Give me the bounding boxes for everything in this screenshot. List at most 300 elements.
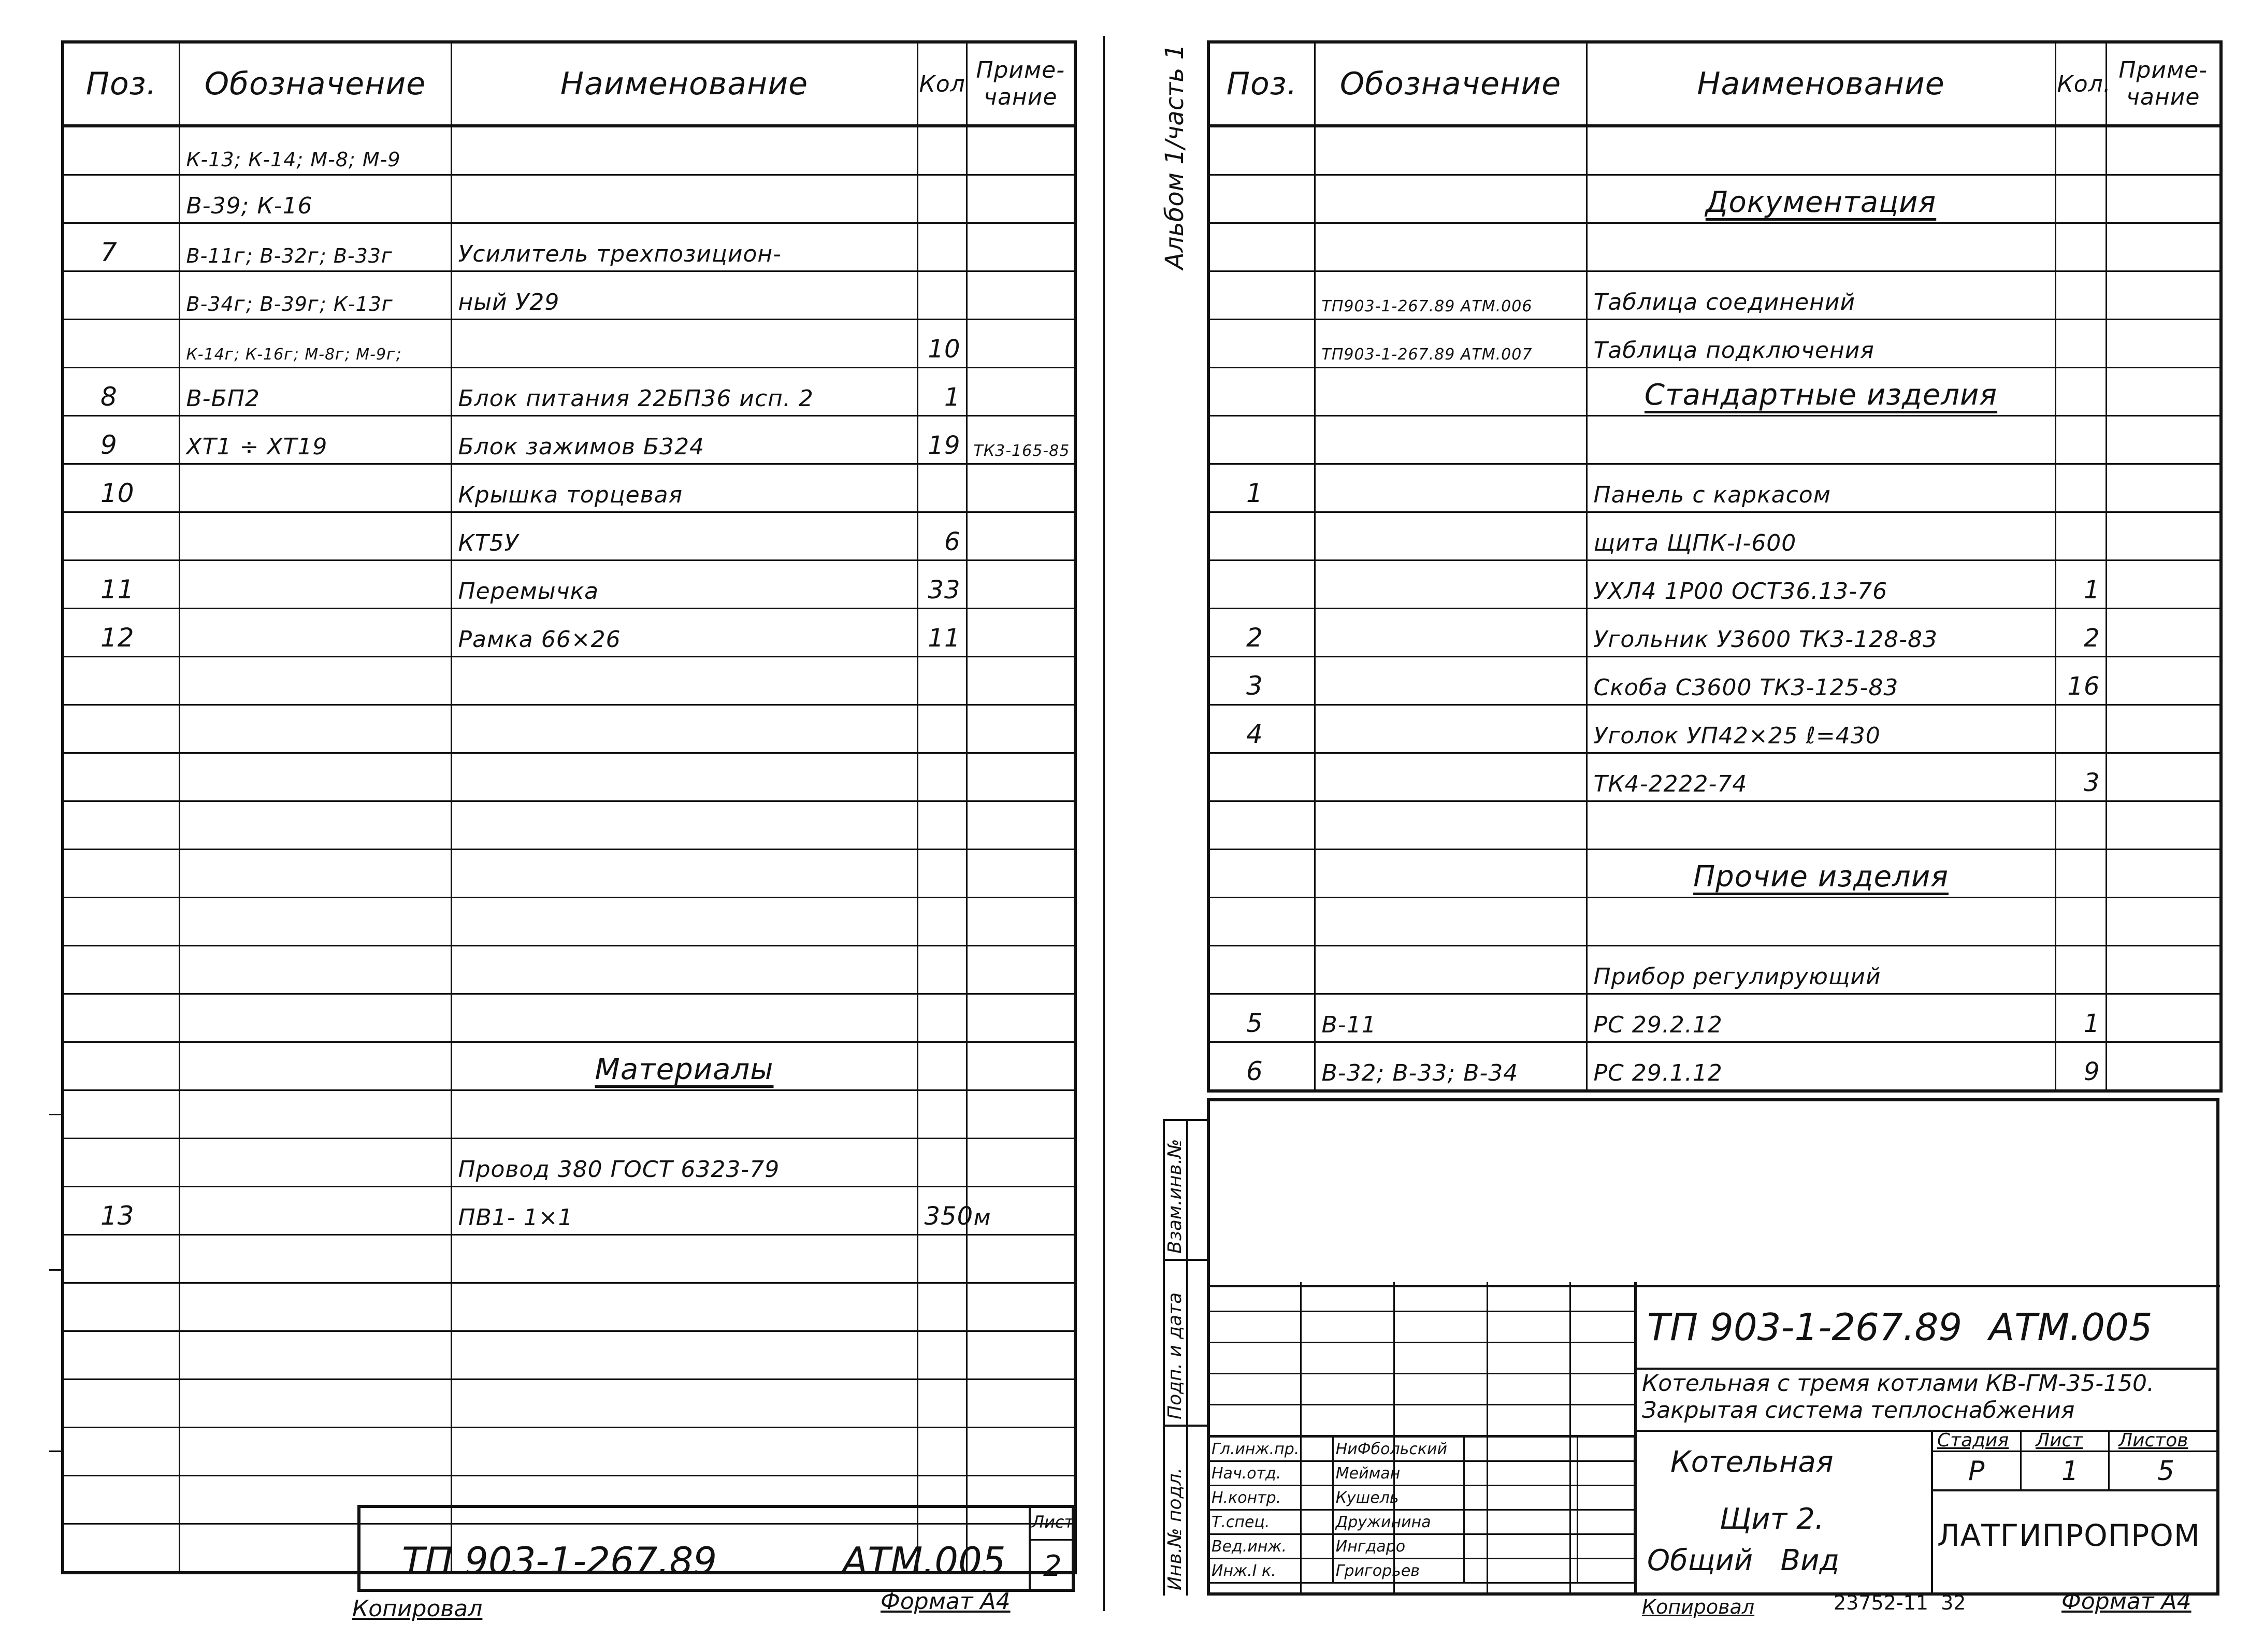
cell-designation bbox=[1315, 512, 1587, 561]
table-row bbox=[1208, 416, 2221, 464]
cell-name bbox=[1587, 416, 2055, 464]
left-margin-tick bbox=[49, 1450, 62, 1452]
cell-pos bbox=[1208, 512, 1315, 561]
cell-pos: 5 bbox=[1208, 994, 1315, 1042]
fold-line bbox=[1103, 36, 1105, 1611]
cell-qty bbox=[917, 1428, 967, 1476]
people-name: Дружинина bbox=[1333, 1510, 1464, 1534]
cell-pos: 3 bbox=[1208, 657, 1315, 705]
cell-note bbox=[967, 271, 1075, 320]
cell-note bbox=[967, 1042, 1075, 1090]
people-role: Н.контр. bbox=[1209, 1486, 1333, 1510]
table-row bbox=[1208, 994, 2221, 1042]
cell-note bbox=[2106, 175, 2221, 223]
left-spec-table bbox=[61, 40, 1077, 1574]
cell-designation bbox=[1315, 898, 1587, 946]
right-stamp-object bbox=[1642, 1370, 2217, 1424]
cell-designation bbox=[179, 1090, 451, 1139]
cell-designation bbox=[179, 994, 451, 1042]
cell-name bbox=[451, 1428, 917, 1476]
cell-note bbox=[2106, 223, 2221, 271]
cell-designation bbox=[1315, 561, 1587, 609]
rev-rule bbox=[1207, 1373, 1634, 1374]
cell-qty bbox=[917, 898, 967, 946]
cell-name: щита ЩПК-I-600 bbox=[1587, 512, 2055, 561]
table-row bbox=[1208, 609, 2221, 657]
cell-note bbox=[2106, 898, 2221, 946]
side-column-border bbox=[1163, 1259, 1209, 1261]
cell-qty bbox=[917, 801, 967, 850]
people-date bbox=[1578, 1437, 1635, 1461]
cell-qty: 1 bbox=[917, 368, 967, 416]
people-signature bbox=[1464, 1437, 1578, 1461]
table-row bbox=[1208, 850, 2221, 898]
table-row bbox=[63, 850, 1075, 898]
table-row bbox=[63, 1042, 1075, 1090]
table-row bbox=[63, 994, 1075, 1042]
left-footer-format: Формат А4 bbox=[881, 1588, 1011, 1615]
cell-name: УХЛ4 1Р00 ОСТ36.13-76 bbox=[1587, 561, 2055, 609]
cell-name: Перемычка bbox=[451, 561, 917, 609]
cell-pos bbox=[63, 994, 179, 1042]
cell-name bbox=[451, 126, 917, 175]
table-row bbox=[63, 1187, 1075, 1235]
left-stamp bbox=[357, 1505, 1075, 1592]
cell-qty bbox=[2055, 946, 2106, 994]
sheet-label: Лист bbox=[2036, 1430, 2083, 1451]
cell-name: Усилитель трехпозицион- bbox=[451, 223, 917, 271]
cell-qty bbox=[917, 705, 967, 753]
cell-designation bbox=[1315, 175, 1587, 223]
cell-pos: 10 bbox=[63, 464, 179, 512]
header-designation: Обозначение bbox=[179, 42, 451, 126]
rev-rule bbox=[1207, 1311, 1634, 1312]
people-role: Инж.I к. bbox=[1209, 1559, 1333, 1583]
cell-designation: В-39; К-16 bbox=[179, 175, 451, 223]
people-row bbox=[1209, 1437, 1635, 1461]
cell-note: ТК3-165-85 bbox=[967, 416, 1075, 464]
cell-pos bbox=[1208, 271, 1315, 320]
cell-qty bbox=[2055, 175, 2106, 223]
cell-qty: 33 bbox=[917, 561, 967, 609]
cell-designation: ТП903-1-267.89 АТМ.006 bbox=[1315, 271, 1587, 320]
cell-note bbox=[967, 1428, 1075, 1476]
cell-pos bbox=[1208, 753, 1315, 801]
rev-rule bbox=[1207, 1404, 1634, 1405]
cell-pos bbox=[1208, 175, 1315, 223]
table-row bbox=[63, 753, 1075, 801]
cell-pos: 7 bbox=[63, 223, 179, 271]
cell-qty bbox=[2055, 368, 2106, 416]
cell-note bbox=[2106, 320, 2221, 368]
cell-pos bbox=[63, 1090, 179, 1139]
header-name: Наименование bbox=[1587, 42, 2055, 126]
cell-note bbox=[2106, 464, 2221, 512]
cell-note bbox=[967, 753, 1075, 801]
left-footer-copied: Копировал bbox=[352, 1596, 483, 1622]
stamp-title-3: Общий Вид bbox=[1647, 1544, 1840, 1577]
header-pos: Поз. bbox=[63, 42, 179, 126]
cell-pos bbox=[63, 850, 179, 898]
cell-qty bbox=[917, 175, 967, 223]
cell-name: РС 29.2.12 bbox=[1587, 994, 2055, 1042]
cell-designation bbox=[179, 850, 451, 898]
cell-name bbox=[1587, 126, 2055, 175]
people-date bbox=[1578, 1534, 1635, 1559]
cell-qty bbox=[917, 753, 967, 801]
cell-qty bbox=[917, 994, 967, 1042]
cell-name bbox=[451, 1090, 917, 1139]
cell-pos: 2 bbox=[1208, 609, 1315, 657]
stamp-col bbox=[1931, 1430, 1933, 1596]
cell-qty bbox=[2055, 512, 2106, 561]
cell-name bbox=[451, 1380, 917, 1428]
cell-designation bbox=[179, 1331, 451, 1380]
rev-rule bbox=[1207, 1342, 1634, 1343]
cell-name bbox=[451, 753, 917, 801]
cell-note bbox=[967, 1331, 1075, 1380]
right-stamp-object-line2: Закрытая система теплоснабжения bbox=[1642, 1397, 2075, 1424]
table-row bbox=[63, 561, 1075, 609]
cell-name: Прибор регулирующий bbox=[1587, 946, 2055, 994]
cell-designation bbox=[1315, 657, 1587, 705]
side-column-border bbox=[1163, 1119, 1209, 1121]
cell-name bbox=[1587, 898, 2055, 946]
cell-name: Блок зажимов Б324 bbox=[451, 416, 917, 464]
cell-designation bbox=[1315, 368, 1587, 416]
table-row bbox=[63, 1283, 1075, 1331]
left-spec-body bbox=[63, 126, 1075, 1573]
cell-pos bbox=[63, 1139, 179, 1187]
cell-qty bbox=[2055, 126, 2106, 175]
cell-qty bbox=[917, 1331, 967, 1380]
table-row bbox=[1208, 561, 2221, 609]
table-row bbox=[63, 464, 1075, 512]
cell-designation bbox=[179, 1139, 451, 1187]
cell-pos bbox=[1208, 801, 1315, 850]
cell-pos bbox=[1208, 561, 1315, 609]
cell-designation bbox=[179, 1042, 451, 1090]
cell-pos bbox=[1208, 898, 1315, 946]
cell-note bbox=[967, 609, 1075, 657]
cell-name: Документация bbox=[1587, 175, 2055, 223]
table-row bbox=[63, 801, 1075, 850]
cell-pos: 13 bbox=[63, 1187, 179, 1235]
stamp-rule bbox=[1931, 1489, 2219, 1491]
cell-note bbox=[2106, 561, 2221, 609]
table-row bbox=[1208, 271, 2221, 320]
cell-pos bbox=[63, 657, 179, 705]
org-name: ЛАТГИПРОПРОМ bbox=[1937, 1518, 2201, 1553]
cell-name bbox=[451, 1235, 917, 1283]
left-stamp-doc: АТМ.005 bbox=[842, 1539, 1006, 1583]
cell-qty bbox=[917, 850, 967, 898]
cell-note bbox=[2106, 994, 2221, 1042]
table-row bbox=[1208, 705, 2221, 753]
cell-qty: 2 bbox=[2055, 609, 2106, 657]
cell-name: РС 29.1.12 bbox=[1587, 1042, 2055, 1091]
people-role: Вед.инж. bbox=[1209, 1534, 1333, 1559]
table-row bbox=[63, 368, 1075, 416]
table-row bbox=[63, 175, 1075, 223]
cell-note bbox=[2106, 946, 2221, 994]
cell-pos bbox=[1208, 223, 1315, 271]
cell-qty: 3 bbox=[2055, 753, 2106, 801]
cell-note bbox=[2106, 801, 2221, 850]
header-qty: Кол bbox=[917, 42, 967, 126]
cell-name bbox=[451, 850, 917, 898]
cell-note bbox=[2106, 126, 2221, 175]
header-note: Приме-чание bbox=[2106, 42, 2221, 126]
cell-name: Провод 380 ГОСТ 6323-79 bbox=[451, 1139, 917, 1187]
cell-qty: 16 bbox=[2055, 657, 2106, 705]
cell-name: ПВ1- 1×1 bbox=[451, 1187, 917, 1235]
people-date bbox=[1578, 1486, 1635, 1510]
people-date bbox=[1578, 1510, 1635, 1534]
cell-note bbox=[2106, 416, 2221, 464]
table-row bbox=[1208, 801, 2221, 850]
cell-note bbox=[2106, 609, 2221, 657]
cell-qty bbox=[917, 1283, 967, 1331]
right-spec-table bbox=[1207, 40, 2223, 1093]
people-date bbox=[1578, 1559, 1635, 1583]
cell-name: ТК4-2222-74 bbox=[1587, 753, 2055, 801]
cell-designation bbox=[1315, 705, 1587, 753]
cell-note bbox=[967, 1235, 1075, 1283]
side-column-border bbox=[1186, 1119, 1188, 1596]
table-row bbox=[1208, 657, 2221, 705]
cell-designation bbox=[179, 1187, 451, 1235]
cell-pos bbox=[63, 1042, 179, 1090]
cell-designation bbox=[179, 898, 451, 946]
table-row bbox=[63, 320, 1075, 368]
left-margin-tick bbox=[49, 1114, 62, 1115]
table-row bbox=[63, 898, 1075, 946]
cell-pos bbox=[63, 175, 179, 223]
left-stamp-divider bbox=[1029, 1508, 1031, 1592]
cell-note bbox=[2106, 705, 2221, 753]
stamp-title-1: Котельная bbox=[1670, 1445, 1834, 1479]
people-signature bbox=[1464, 1510, 1578, 1534]
people-row bbox=[1209, 1559, 1635, 1583]
table-row bbox=[1208, 223, 2221, 271]
cell-name: Панель с каркасом bbox=[1587, 464, 2055, 512]
cell-name: Таблица соединений bbox=[1587, 271, 2055, 320]
table-row bbox=[63, 512, 1075, 561]
cell-qty: 11 bbox=[917, 609, 967, 657]
cell-qty bbox=[917, 1090, 967, 1139]
cell-pos: 8 bbox=[63, 368, 179, 416]
cell-name: Крышка торцевая bbox=[451, 464, 917, 512]
cell-pos: 11 bbox=[63, 561, 179, 609]
cell-name bbox=[451, 705, 917, 753]
cell-name bbox=[451, 898, 917, 946]
cell-designation bbox=[179, 1283, 451, 1331]
left-sheet bbox=[0, 0, 1108, 1652]
table-row bbox=[63, 609, 1075, 657]
cell-name: Материалы bbox=[451, 1042, 917, 1090]
cell-pos bbox=[1208, 126, 1315, 175]
table-row bbox=[63, 416, 1075, 464]
cell-pos bbox=[1208, 368, 1315, 416]
table-row bbox=[63, 126, 1075, 175]
header-pos: Поз. bbox=[1208, 42, 1315, 126]
cell-pos bbox=[63, 1331, 179, 1380]
cell-name: ный У29 bbox=[451, 271, 917, 320]
cell-name bbox=[451, 1331, 917, 1380]
left-stamp-sheet-label: Лист bbox=[1032, 1512, 1074, 1532]
cell-note bbox=[967, 1283, 1075, 1331]
cell-name: Угольник У3600 ТК3-128-83 bbox=[1587, 609, 2055, 657]
stage-value: Р bbox=[1968, 1456, 1985, 1487]
cell-designation bbox=[1315, 416, 1587, 464]
cell-designation bbox=[1315, 946, 1587, 994]
left-header-row bbox=[63, 42, 1075, 126]
table-row bbox=[63, 1428, 1075, 1476]
table-row bbox=[1208, 464, 2221, 512]
cell-designation bbox=[179, 512, 451, 561]
cell-note bbox=[2106, 850, 2221, 898]
cell-note bbox=[2106, 753, 2221, 801]
cell-qty bbox=[2055, 271, 2106, 320]
side-label-podp: Подп. и дата bbox=[1164, 1292, 1186, 1419]
cell-pos: 4 bbox=[1208, 705, 1315, 753]
cell-note bbox=[967, 1139, 1075, 1187]
cell-qty bbox=[2055, 464, 2106, 512]
cell-pos bbox=[63, 1235, 179, 1283]
left-stamp-code: ТП 903-1-267.89 bbox=[402, 1539, 717, 1583]
people-row bbox=[1209, 1461, 1635, 1486]
side-label-vzam: Взам.инв.№ bbox=[1164, 1139, 1186, 1254]
cell-qty bbox=[917, 1380, 967, 1428]
cell-qty bbox=[2055, 416, 2106, 464]
cell-pos bbox=[63, 1428, 179, 1476]
cell-note bbox=[967, 801, 1075, 850]
cell-qty: 1 bbox=[2055, 994, 2106, 1042]
cell-designation: В-БП2 bbox=[179, 368, 451, 416]
cell-name bbox=[451, 994, 917, 1042]
left-stamp-sheet-no: 2 bbox=[1043, 1549, 1062, 1583]
cell-designation bbox=[179, 1428, 451, 1476]
stamp-title-2: Щит 2. bbox=[1720, 1502, 1824, 1536]
cell-designation bbox=[1315, 801, 1587, 850]
cell-designation bbox=[1315, 223, 1587, 271]
cell-qty bbox=[2055, 898, 2106, 946]
cell-name: Таблица подключения bbox=[1587, 320, 2055, 368]
left-margin-tick bbox=[49, 1269, 62, 1271]
cell-pos bbox=[63, 126, 179, 175]
cell-qty bbox=[917, 223, 967, 271]
cell-pos bbox=[63, 1524, 179, 1573]
header-qty: Кол. bbox=[2055, 42, 2106, 126]
people-row bbox=[1209, 1534, 1635, 1559]
people-row bbox=[1209, 1486, 1635, 1510]
cell-pos bbox=[1208, 416, 1315, 464]
cell-note bbox=[967, 1090, 1075, 1139]
table-row bbox=[1208, 512, 2221, 561]
table-row bbox=[63, 271, 1075, 320]
cell-note bbox=[967, 1380, 1075, 1428]
cell-qty: 6 bbox=[917, 512, 967, 561]
right-stamp-code: ТП 903-1-267.89 bbox=[1647, 1305, 1963, 1349]
people-row bbox=[1209, 1510, 1635, 1534]
people-role: Т.спец. bbox=[1209, 1510, 1333, 1534]
cell-note bbox=[2106, 368, 2221, 416]
cell-note bbox=[2106, 271, 2221, 320]
table-row bbox=[63, 1380, 1075, 1428]
cell-designation: ТП903-1-267.89 АТМ.007 bbox=[1315, 320, 1587, 368]
cell-pos bbox=[1208, 850, 1315, 898]
header-note: Приме-чание bbox=[967, 42, 1075, 126]
side-column-border bbox=[1163, 1425, 1209, 1427]
right-sheet bbox=[1108, 0, 2264, 1652]
stage-label: Стадия bbox=[1937, 1430, 2009, 1451]
left-stamp-divider bbox=[1029, 1539, 1075, 1541]
people-role: Гл.инж.пр. bbox=[1209, 1437, 1333, 1461]
table-row bbox=[63, 705, 1075, 753]
album-label: Альбом 1/часть 1 bbox=[1160, 44, 1189, 269]
sheets-label: Листов bbox=[2118, 1430, 2188, 1451]
cell-designation bbox=[179, 464, 451, 512]
people-date bbox=[1578, 1461, 1635, 1486]
cell-name: Блок питания 22БП36 исп. 2 bbox=[451, 368, 917, 416]
table-row bbox=[1208, 126, 2221, 175]
cell-name bbox=[451, 1283, 917, 1331]
cell-pos bbox=[63, 705, 179, 753]
cell-pos bbox=[63, 271, 179, 320]
cell-name bbox=[1587, 801, 2055, 850]
table-row bbox=[1208, 368, 2221, 416]
cell-pos bbox=[63, 1283, 179, 1331]
side-label-inv: Инв.№ подл. bbox=[1164, 1468, 1186, 1590]
cell-note bbox=[967, 512, 1075, 561]
cell-note bbox=[2106, 1042, 2221, 1091]
cell-designation bbox=[179, 561, 451, 609]
cell-pos: 1 bbox=[1208, 464, 1315, 512]
cell-pos bbox=[63, 512, 179, 561]
stamp-rule bbox=[1634, 1368, 2219, 1370]
table-row bbox=[63, 946, 1075, 994]
table-row bbox=[1208, 898, 2221, 946]
cell-note bbox=[967, 898, 1075, 946]
stamp-col bbox=[2020, 1430, 2022, 1489]
stamp-col bbox=[2108, 1430, 2110, 1489]
cell-name: Прочие изделия bbox=[1587, 850, 2055, 898]
right-header-row bbox=[1208, 42, 2221, 126]
cell-note bbox=[967, 946, 1075, 994]
table-row bbox=[1208, 753, 2221, 801]
table-row bbox=[63, 1235, 1075, 1283]
cell-qty bbox=[2055, 705, 2106, 753]
people-table bbox=[1208, 1436, 1635, 1584]
cell-designation bbox=[1315, 609, 1587, 657]
table-row bbox=[63, 657, 1075, 705]
cell-qty bbox=[917, 657, 967, 705]
cell-name: Скоба С3600 ТК3-125-83 bbox=[1587, 657, 2055, 705]
cell-note bbox=[967, 126, 1075, 175]
cell-designation: В-32; В-33; В-34 bbox=[1315, 1042, 1587, 1091]
cell-designation bbox=[179, 1235, 451, 1283]
cell-pos: 9 bbox=[63, 416, 179, 464]
right-stamp-doc: АТМ.005 bbox=[1989, 1305, 2153, 1349]
cell-name bbox=[451, 801, 917, 850]
cell-note bbox=[2106, 512, 2221, 561]
right-footer-copied: Копировал bbox=[1642, 1596, 1755, 1618]
cell-designation bbox=[1315, 753, 1587, 801]
cell-name: Уголок УП42×25 ℓ=430 bbox=[1587, 705, 2055, 753]
people-body bbox=[1209, 1437, 1635, 1583]
people-name: НиФбольский bbox=[1333, 1437, 1464, 1461]
